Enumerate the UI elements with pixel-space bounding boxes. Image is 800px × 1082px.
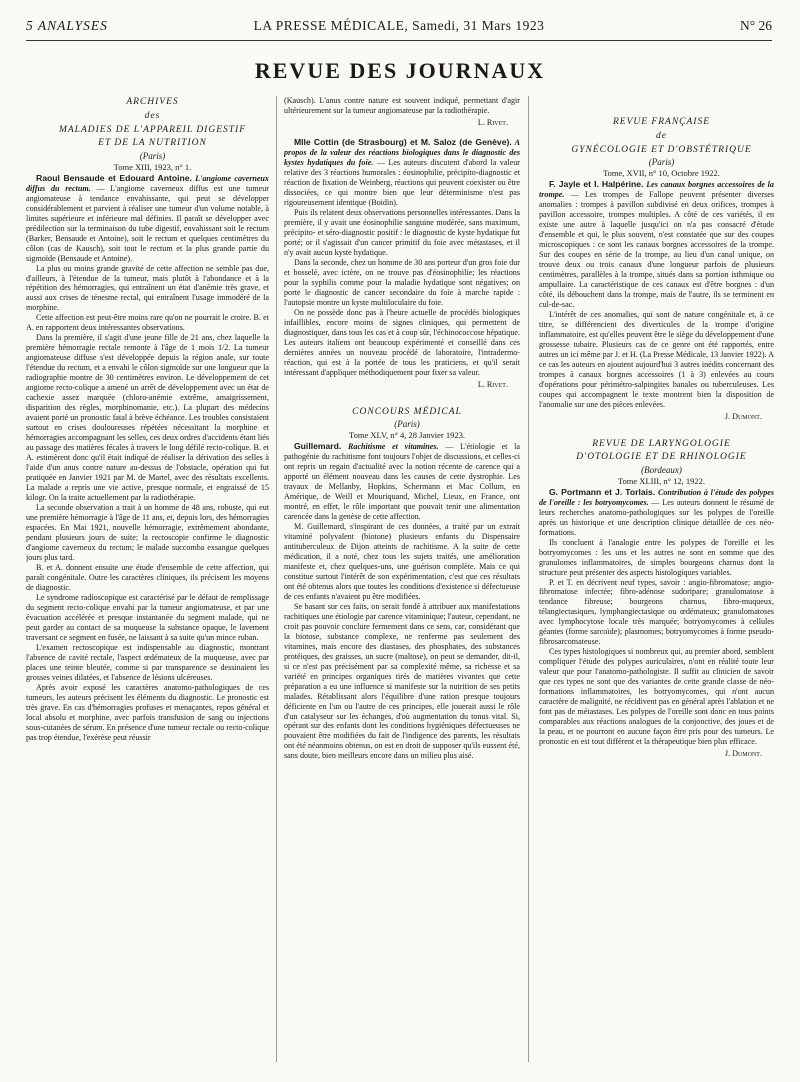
article-signature: L. Rivet. xyxy=(477,117,508,127)
article-paragraph: L'examen rectoscopique est indispensable au diagnostic, montrant l'absence de cavité rectale, l'aspect œdémateux de la muqueuse, avec par places une teinte bleutée, comme si par transparence se dessinaient les grosses veines dilatées, et l'absence de lésions ulcéreuses. xyxy=(26,642,269,682)
article-paragraph: Cette affection est peut-être moins rare qu'on ne pourrait le croire. B. et A. en rapportent deux intéressantes observations. xyxy=(26,313,269,333)
journal-name-line: GYNÉCOLOGIE ET D'OBSTÉTRIQUE xyxy=(571,144,752,155)
article-title: Rachitisme et vitamines. xyxy=(348,441,439,451)
journal-name-line: CONCOURS MÉDICAL xyxy=(352,406,462,417)
page-section-label: 5 ANALYSES xyxy=(26,18,108,33)
journal-name-line: ET DE LA NUTRITION xyxy=(98,138,207,149)
article-authors: F. Jayle et I. Halpérine. xyxy=(549,178,644,189)
journal-name-line: ARCHIVES xyxy=(126,97,179,107)
article-paragraph: On ne possède donc pas à l'heure actuelle de procédés biologiques infaillibles, encore moins de signes cliniques, qui permettent de diagnostiquer, dans tous les cas et à coup sûr, l'échinococcose hépatique. Les auteurs italiens ont beaucoup expérimenté et conseillé dans ces dernières années un nouveau procédé de laboratoire, l'intradermo-réaction, qui est à la portée de tous les praticiens, et qu'il serait intéressant d'appliquer méthodiquement pour fixer sa valeur. xyxy=(284,307,520,377)
article-paragraph: Puis ils relatent deux observations personnelles intéressantes. Dans la première, il y avait une éosinophilie sanguine modérée, sans maximum, précipito- et séro-diagnostic positif : le diagnostic de kyste hydatique fut porté; or il s'agissait d'un cancer primitif du foie avec métastases, et il n'y avait aucun kyste hydatique. xyxy=(284,207,520,257)
article-paragraph: (Kausch). L'anus contre nature est souvent indiqué, permettant d'agir ultérieurement sur la tumeur angiomateuse par la radiothérapie. xyxy=(284,96,520,115)
journal-name-line: MALADIES DE L'APPAREIL DIGESTIF xyxy=(58,124,247,135)
journal-volume: Tome, XVII, n° 10, Octobre 1922. xyxy=(603,168,720,179)
column-rule-1 xyxy=(276,96,277,1062)
article-paragraph: Mlle Cottin (de Strasbourg) et M. Saloz (de Genève). A propos de la valeur des réactions biologiques dans le diagnostic des kystes hydatiques du foie. — Les auteurs discutent d'abord la valeur relative des 3 réactions humorales : éosinophilie, précipito-diagnostic et réaction de fixation de Weinberg, réactions qui peuvent coexister ou être dissociées, ce qui montre bien que leur déterminisme n'est pas rigoureusement identique (Boidin). xyxy=(284,136,520,207)
journal-name-line: REVUE DE LARYNGOLOGIE xyxy=(592,438,731,449)
article-paragraph: Dans la première, il s'agit d'une jeune fille de 21 ans, chez laquelle la première hémorragie rectale remonte à l'âge de 1 mois 1/2. La tumeur angiomateuse diffuse s'est développée depuis la région anale, sur toute l'étendue du rectum, et a envahi le côlon sigmoïde sur une longueur que la radiographie montre de 30 centimètres environ. Le développement de cet angiome recto-colique a amené un arrêt de développement avec un état de cachexie assez marquée (chloro-anémie extrême, amaigrissement, disparition des règles, morphinomanie, etc.). La plupart des médecins avaient porté un pronostic fatal à brève échéance. Les troubles consistaient surtout en crises douloureuses répétées nécessitant la morphine et hémorragies accompagnant les selles, ces deux ordres d'accidents étant liés au passage des matières fécales à travers le long défilé recto-colique. B. et A. estimèrent donc qu'il était indiqué de réaliser la dérivation des selles à l'aide d'un anus contre nature au-dessus de l'obstacle, opération qui fut pratiquée en Janvier 1921 par M. de Martel, avec des résultats excellents. La malade a repris une vie active, presque normale, et engraissé de 15 kilogr. On la traite actuellement par la radiothérapie. xyxy=(26,333,269,503)
journal-city: (Paris) xyxy=(139,151,166,162)
article-paragraph: Dans la seconde, chez un homme de 30 ans porteur d'un gros foie dur et bosselé, avec ictère, on ne trouve pas d'éosinophilie; les réactions pour la syphilis comme pour la maladie hydatique sont négatives; on porte le diagnostic de cancer secondaire du foie à marche rapide : l'autopsie montre un kyste multiloculaire du foie. xyxy=(284,257,520,307)
header-rule xyxy=(26,40,772,41)
article-paragraph: M. Guillemard, s'inspirant de ces données, a traité par un extrait vitaminé polyvalent (biotone) plusieurs enfants du Dispensaire antituberculeux de Dijon atteints de rachitisme. A la suite de cette médication, il a noté, chez tous les sujets traités, une amélioration manifeste et, chez quelques-uns, une guérison complète. Mais ce qui constitue surtout l'intérêt de son expérimentation, c'est que ces résultats ont été obtenus alors que toutes les conditions d'existence si défectueuse de ces enfants n'avaient pu être modifiées. xyxy=(284,521,520,601)
article-paragraph: F. Jayle et I. Halpérine. Les canaux borgnes accessoires de la trompe. — Les trompes de Fallope peuvent présenter diverses anomalies : trompes à pavillon subdivisé en deux orifices, trompes à pavillon accessoire, trompes multiples. A côté de ces variétés, il en existe une autre à laquelle jusqu'ici on n'a pas consacré d'étude d'ensemble et qui, le plus souvent, n'est constatée que sur des coupes microscopiques : ce sont les canaux borgnes accessoires de la trompe. Sur des coupes en série de la trompe, au lieu d'un canal unique, on trouve deux ou trois canaux d'une longueur parfois de plusieurs centimètres, parallèles à la trompe, situés dans sa portion isthmique ou ampullaire. La caractéristique de ces canaux est d'être borgnes : d'un côté, ils débouchent dans la trompe, mais de l'autre, ils se terminent en cul-de-sac. xyxy=(539,178,774,309)
article-paragraph: Raoul Bensaude et Edouard Antoine. L'angiome caverneux diffus du rectum. — L'angiome caverneux diffus est une tumeur angiomateuse à tendance envahissante, qui peut se développer considérablement et parvient à réaliser une tumeur d'un volume notable, à limites supérieure et inférieure mal définies. Il paraît se développer avec prédilection sur la terminaison du tube digestif, envahissant soit le rectum (Barker, Bensaude et Antoine), soit le rectum et quelques centimètres du côlon (cas de Kausch), soit tout le rectum et la plus grande partie du sigmoïde (Bensaude et Antoine). xyxy=(26,172,269,263)
column-1 xyxy=(26,96,269,1062)
article-authors: Raoul Bensaude et Edouard Antoine. xyxy=(36,172,192,183)
journal-city: (Paris) xyxy=(648,157,675,168)
journal-masthead-date: LA PRESSE MÉDICALE, Samedi, 31 Mars 1923 xyxy=(253,18,545,33)
article-paragraph: B. et A. donnent ensuite une étude d'ensemble de cette affection, qui paraît congénitale. Outre les caractères cliniques, ils précisent les moyens de diagnostic. xyxy=(26,563,269,593)
article-paragraph: P. et T. en décrivent neuf types, savoir : angio-fibromatose; angio-fibromatose infectée; fibro-adénose sudoripare; granulomatose à tendance fibreuse; bourgeons charnus, fibro-muqueux, télangiectasiques, lymphangiectasique ou œdémateux; granulomatoses avec lymphocytose locale très marquée; botryomycomes à cellules géantes (forme sarcoïde); plasmomes; botryomycomes à forme pseudo-fibrosarcomateuse. xyxy=(539,577,774,647)
section-title: REVUE DES JOURNAUX xyxy=(254,58,546,83)
journal-name-line: REVUE FRANÇAISE xyxy=(612,117,711,127)
column-3 xyxy=(539,96,774,1062)
article-paragraph: G. Portmann et J. Torlais. Contribution à l'étude des polypes de l'oreille : les botryomycomes. — Les auteurs donnent le résumé de leurs recherches anatomo-pathologiques sur les polypes de l'oreille après un historique et une description clinique détaillée de ces néo-formations. xyxy=(539,486,774,537)
article-title: Contribution à l'étude des polypes de l'oreille : les botryomycomes. xyxy=(539,487,774,507)
column-rule-2 xyxy=(528,96,529,1062)
article-signature: L. Rivet. xyxy=(477,379,508,389)
article-paragraph: Ils concluent à l'analogie entre les polypes de l'oreille et les botryomycomes : les uns et les autres ne sont en somme que des granulomes inflammatoires, de simples bourgeons charnus dont la structure peut présenter des aspects histologiques variables. xyxy=(539,537,774,577)
column-2 xyxy=(284,96,520,1062)
journal-city: (Paris) xyxy=(394,419,420,430)
journal-name-line: des xyxy=(144,110,161,121)
article-paragraph: L'intérêt de ces anomalies, qui sont de nature congénitale et, à ce titre, se différencient des diverticules de la trompe d'origine inflammatoire, est qu'elles peuvent être le siège du développement d'une grossesse tubaire. Plusieurs cas de ce genre ont été rapportés, entre autres un ici même par J. et H. (La Presse Médicale, 13 Janvier 1922). A ce cas les auteurs en ajoutent aujourd'hui 3 autres inédits concernant des trompes à canaux borgnes accessoires (1 à 3) enlevées au cours d'opérations pour périmétro-salpingites banales ou tuberculeuses. Les coupes qui accompagnent le texte montrent bien la disposition de l'anomalie sur une des pièces enlevées. xyxy=(539,309,774,409)
journal-volume: Tome XLV, n° 4, 28 Janvier 1923. xyxy=(349,430,465,441)
article-title: Les canaux borgnes accessoires de la trompe. xyxy=(539,179,774,199)
article-paragraph: Ces types histologiques si nombreux qui, au premier abord, semblent compliquer l'étude des polypes auriculaires, n'ont en réalité toute leur valeur que pour l'anatomo-pathologiste. Il suffit au clinicien de savoir que ces types ne sont que des variantes de cette grande classe de néo-formations inflammatoires, les botryomycomes, qui n'ont aucun caractère de malignité, ne récidivent pas en général après l'ablation et ne font pas de métastases. Les polypes de l'oreille sont donc en tous points comparables aux réactions analogues de la conjonctive, des joues et de la peau, et ne pourront en aucune façon être pris pour des tumeurs. Le pronostic en est tout différent et la thérapeutique bien plus efficace. xyxy=(539,647,774,747)
journal-name-line: de xyxy=(656,130,667,141)
article-authors: Guillemard. xyxy=(294,440,342,451)
article-paragraph: Guillemard. Rachitisme et vitamines. — L'étiologie et la pathogénie du rachitisme font toujours l'objet de discussions, et celles-ci ont repris un regain d'actualité avec la notion récente de carence qui a apporté un élément nouveau dans les causes de cette dystrophie. Les travaux de Mellanby, Hopkins, Schermann et Mac Collum, en Amérique, de Weill et Mouriquand, Michel, Lieux, en France, ont montré, en effet, le rôle important que pouvait tenir une alimentation carencée dans la genèse de cette affection. xyxy=(284,440,520,521)
article-title: L'angiome caverneux diffus du rectum. xyxy=(26,173,269,193)
article-paragraph: Après avoir exposé les caractères anatomo-pathologiques de ces tumeurs, les auteurs précisent les éléments du diagnostic. Le pronostic est très grave. En cas d'hémorragies profuses et menaçantes, repos général et local absolu et morphine, avec parfois transfusion de sang ou injections sous-cutanées de sérum. En présence d'une tumeur rectale ou recto-colique pas trop étendue, l'exérèse peut réussir xyxy=(26,682,269,742)
journal-volume: Tome XLIII, n° 12, 1922. xyxy=(617,476,706,487)
issue-number: N° 26 xyxy=(739,18,772,33)
article-paragraph: La plus ou moins grande gravité de cette affection ne semble pas due, d'ailleurs, à l'étendue de la tumeur, mais plutôt à l'abondance et à la répétition des hémorragies, qui entraînent un état d'anémie très grave, et aussi aux crises de ténesme rectal, qui entraînent l'usage immodéré de la morphine. xyxy=(26,263,269,313)
journal-city: (Bordeaux) xyxy=(641,465,682,476)
article-authors: G. Portmann et J. Torlais. xyxy=(549,486,656,497)
article-paragraph: La seconde observation a trait à un homme de 48 ans, robuste, qui eut une première hémorragie à l'âge de 11 ans, et, depuis lors, des hémorragies espacées. En Mai 1921, nouvelle hémorragie, extrêmement abondante, pendant plusieurs jours de suite; la rectoscopie confirme le diagnostic d'angiome caverneux du rectum; le malade succomba exsangue quelques jours plus tard. xyxy=(26,503,269,563)
article-signature: J. Dumont. xyxy=(724,411,762,421)
running-head xyxy=(26,18,772,40)
journal-name-line: D'OTOLOGIE ET DE RHINOLOGIE xyxy=(576,452,747,463)
article-signature: J. Dumont. xyxy=(724,749,762,759)
article-paragraph: Le syndrome radioscopique est caractérisé par le défaut de remplissage du segment recto-colique envahi par la tumeur angiomateuse, et par une évacuation accélérée et presque instantanée du segment malade, qui ne peut garder au contact de sa muqueuse la substance opaque, le lavement traversant ce segment en fusée, ne laissant à sa suite qu'un mince ruban. xyxy=(26,593,269,642)
article-paragraph: Se basant sur ces faits, on serait fondé à attribuer aux manifestations rachitiques une étiologie par carence vitaminique; l'auteur, cependant, ne croit pas pouvoir conclure fermement dans ce sens, car, considérant que la biotose, substance complexe, ne renferme pas seulement des vitamines, mais encore des diastases, des phosphates, des substances protéiques, des graisses, un sucre (maltose), on peut se demander, dit-il, si ce n'est pas précisément par sa complexité même, sa richesse et sa variété en principes organiques tirés de matières vivantes que cette préparation a eu une influence si manifeste sur la nutrition de ses petits malades. Rétablissant alors l'équilibre d'une ration presque toujours déficiente en l'un ou l'autre de ces principes, elle jouerait aussi le rôle d'un catalyseur sur les échanges, d'où augmentation du tonus vital. Si, opérant sur des enfants dont les conditions hygiéniques défectueuses ne pouvaient être modifiées du fait de l'indigence des parents, les résultats ont été néanmoins obtenus, on est en droit de supposer qu'ils eussent été, sans doute, bien meilleurs encore dans un milieu plus aisé. xyxy=(284,601,520,761)
article-title: A propos de la valeur des réactions biologiques dans le diagnostic des kystes hydatiques du foie. xyxy=(284,137,520,167)
journal-volume: Tome XIII, 1923, n° 1. xyxy=(113,162,192,173)
article-authors: Mlle Cottin (de Strasbourg) et M. Saloz (de Genève). xyxy=(294,136,512,147)
